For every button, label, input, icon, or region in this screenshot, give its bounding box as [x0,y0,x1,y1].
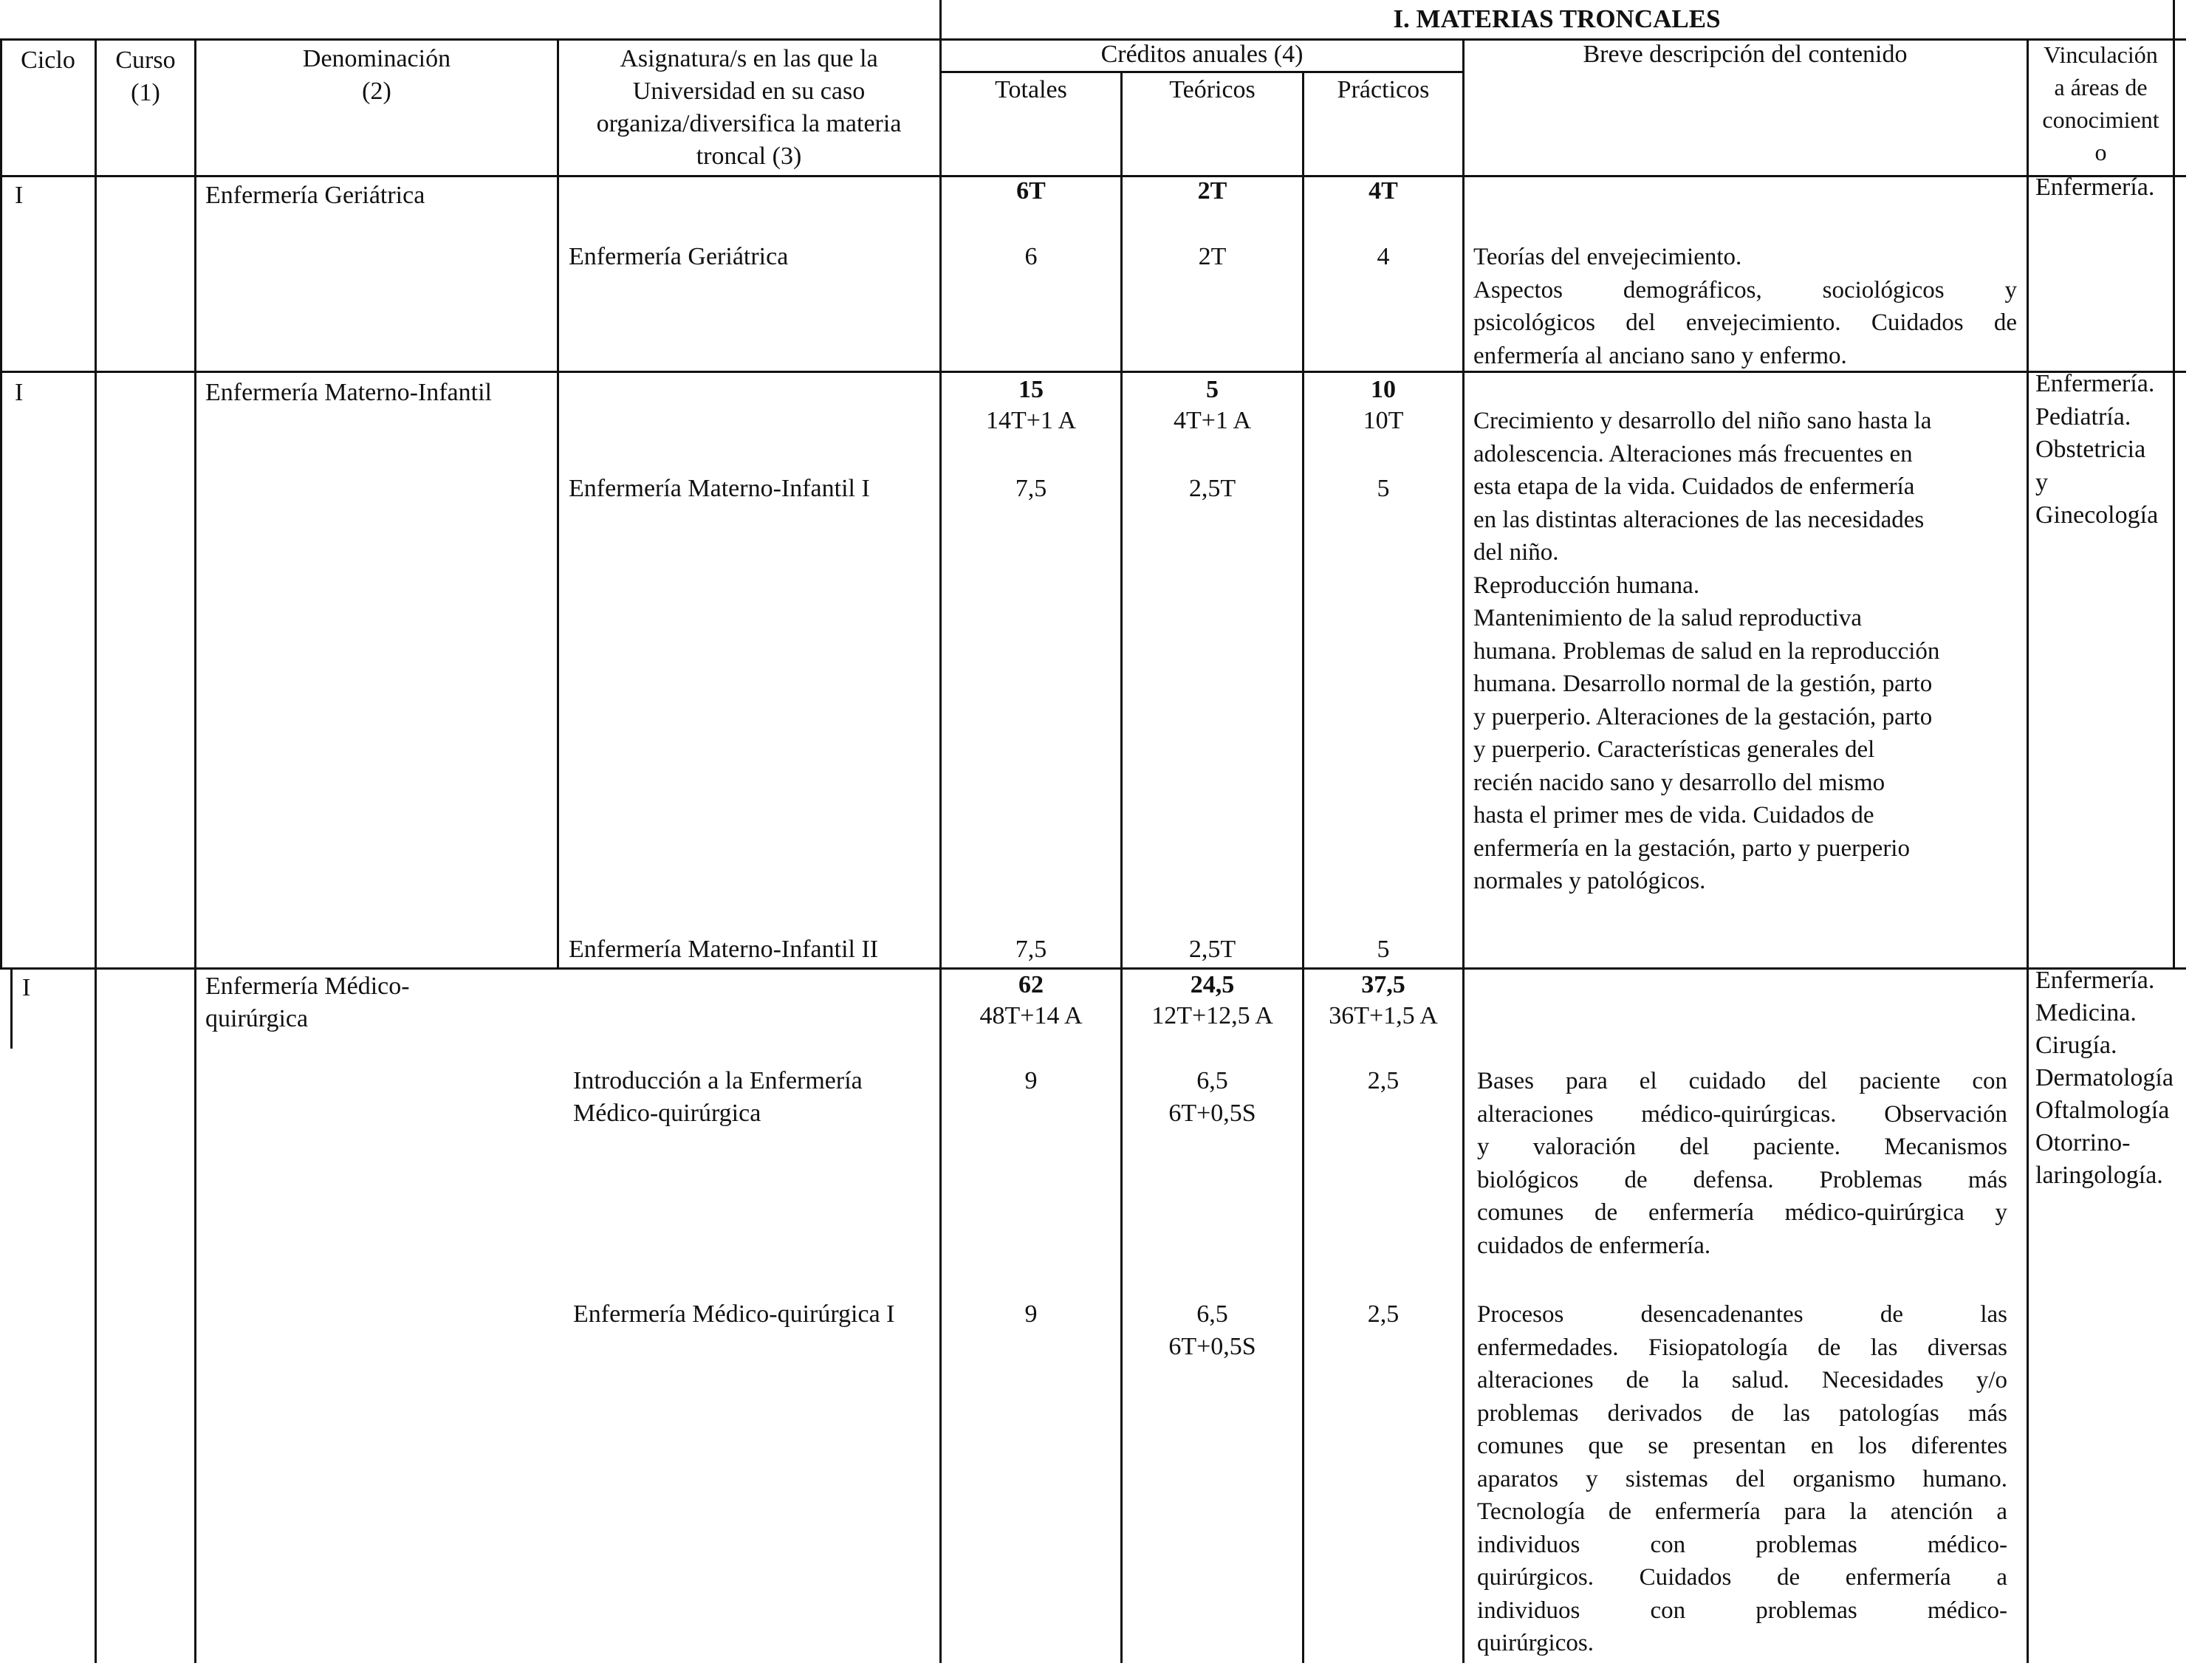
title-right-border [2173,0,2175,40]
outer-left-border-lower [10,967,13,1049]
row-practicos: 4T [1369,177,1398,205]
row-denominacion: Enfermería Médico- quirúrgica [205,973,410,1032]
subject-name: Enfermería Materno-Infantil I [569,475,870,502]
header-practicos: Prácticos [1337,76,1430,103]
subject-totales: 7,5 [1015,936,1047,963]
outer-left-border [0,38,2,969]
col-denominacion-right [557,38,559,969]
row-practicos: 37,5 [1361,971,1405,998]
subject-name: Enfermería Geriátrica [569,243,789,270]
row-denominacion: Enfermería Geriátrica [205,182,425,209]
row-ciclo: I [15,379,24,406]
header-denominacion: Denominación (2) [302,45,451,105]
row-areas: Enfermería. Pediatría. Obstetricia y Ginecología [2035,370,2159,529]
col-practicos-right [1462,38,1465,1663]
row-areas: Enfermería. Medicina. Cirugía. Dermatología Oftalmología Otorrino- laringología. [2035,967,2174,1189]
row-ciclo: I [15,182,24,209]
subject-totales: 9 [1024,1067,1038,1094]
table-title: I. MATERIAS TRONCALES [1393,4,1721,33]
header-asignaturas: Asignatura/s en las que la Universidad en su caso organiza/diversifica la materia troncal (3) [596,45,902,170]
subject-practicos: 5 [1377,936,1390,963]
subject-totales: 6 [1024,243,1038,270]
subject-totales: 9 [1024,1300,1038,1328]
header-ciclo: Ciclo [21,47,75,74]
subject-name: Enfermería Médico-quirúrgica I [573,1300,895,1328]
title-left-border [939,0,942,40]
subject-practicos: 5 [1377,475,1390,502]
subject-totales: 7,5 [1015,475,1047,502]
col-ciclo-right [95,38,97,1663]
subject-practicos: 2,5 [1367,1067,1400,1094]
row-teoricos: 2T [1197,177,1227,205]
subject-name: Enfermería Materno-Infantil II [569,936,879,963]
row-totales-breakdown: 48T+14 A [979,1002,1083,1029]
subject-description: Procesos desencadenantes de las enfermedades. Fisiopatología de las diversas alteraciones de la salud. Necesidades y/o problemas derivados de las patologías más comunes que se presentan en los diferentes aparatos y sistemas del organismo humano. Tecnología de enfermería para la atención a individuos con problemas médico- quirúrgicos. Cuidados de enfermería a individuos con problemas médico- quirúrgicos. [1477,1301,2007,1656]
subject-description: Teorías del envejecimiento. Aspectos demográficos, sociológicos y psicológicos del envejecimiento. Cuidados de enfermería al anciano sano y enfermo. [1473,244,2017,369]
subject-teoricos: 6,5 [1196,1300,1228,1328]
header-descripcion: Breve descripción del contenido [1583,41,1908,68]
row-totales: 62 [1018,971,1044,998]
subject-teoricos: 2,5T [1188,475,1236,502]
row-area: Enfermería. [2035,174,2155,201]
row-totales: 6T [1016,177,1046,205]
subject-teoricos: 6,5 [1196,1067,1228,1094]
header-totales: Totales [995,76,1067,103]
subject-practicos: 4 [1377,243,1390,270]
row-teoricos: 24,5 [1190,971,1235,998]
subject-practicos: 2,5 [1367,1300,1400,1328]
row-teoricos-breakdown: 12T+12,5 A [1151,1002,1273,1029]
header-vinculacion: Vinculación a áreas de conocimient o [2042,41,2159,165]
col-curso-right [194,38,196,1663]
subject-description: Crecimiento y desarrollo del niño sano hasta la adolescencia. Alteraciones más frecuentes en esta etapa de la vida. Cuidados de enfermería en las distintas alteraciones de las necesidades del niño. Reproducción humana. Mantenimiento de la salud reproductiva humana. Problemas de salud en la reproducción humana. Desarrollo normal de la gestión, parto y puerperio. Alteraciones de la gestación, parto y puerperio. Características generales del recién nacido sano y desarrollo del mismo hasta el primer mes de vida. Cuidados de enfermería en la gestación, parto y puerperio normales y patológicos. [1473,408,1940,894]
row-teoricos: 5 [1206,376,1219,403]
subject-teoricos-breakdown: 6T+0,5S [1168,1333,1256,1360]
header-teoricos: Teóricos [1169,76,1256,103]
subject-description: Bases para el cuidado del paciente con alteraciones médico-quirúrgicas. Observación y valoración del paciente. Mecanismos biológicos de defensa. Problemas más comunes de enfermería médico-quirúrgica y cuidados de enfermería. [1477,1068,2007,1259]
col-teoricos-right [1302,71,1304,1663]
row-ciclo: I [22,974,31,1001]
subject-name: Introducción a la Enfermería Médico-quirúrgica [573,1067,863,1127]
row-practicos-breakdown: 10T [1363,407,1404,434]
creditos-sub-rule [939,71,1462,73]
row-denominacion: Enfermería Materno-Infantil [205,379,492,406]
row-teoricos-breakdown: 4T+1 A [1173,407,1252,434]
header-creditos: Créditos anuales (4) [1100,41,1304,68]
row-totales: 15 [1018,376,1044,403]
row-totales-breakdown: 14T+1 A [985,407,1077,434]
header-curso: Curso (1) [115,47,176,106]
col-descripcion-right [2027,38,2029,1663]
col-asignaturas-right [939,38,942,1663]
subject-teoricos: 2,5T [1188,936,1236,963]
subject-teoricos-breakdown: 6T+0,5S [1168,1100,1256,1127]
row-practicos-breakdown: 36T+1,5 A [1329,1002,1438,1029]
subject-teoricos: 2T [1198,243,1227,270]
row-practicos: 10 [1371,376,1396,403]
col-totales-right [1120,71,1123,1663]
